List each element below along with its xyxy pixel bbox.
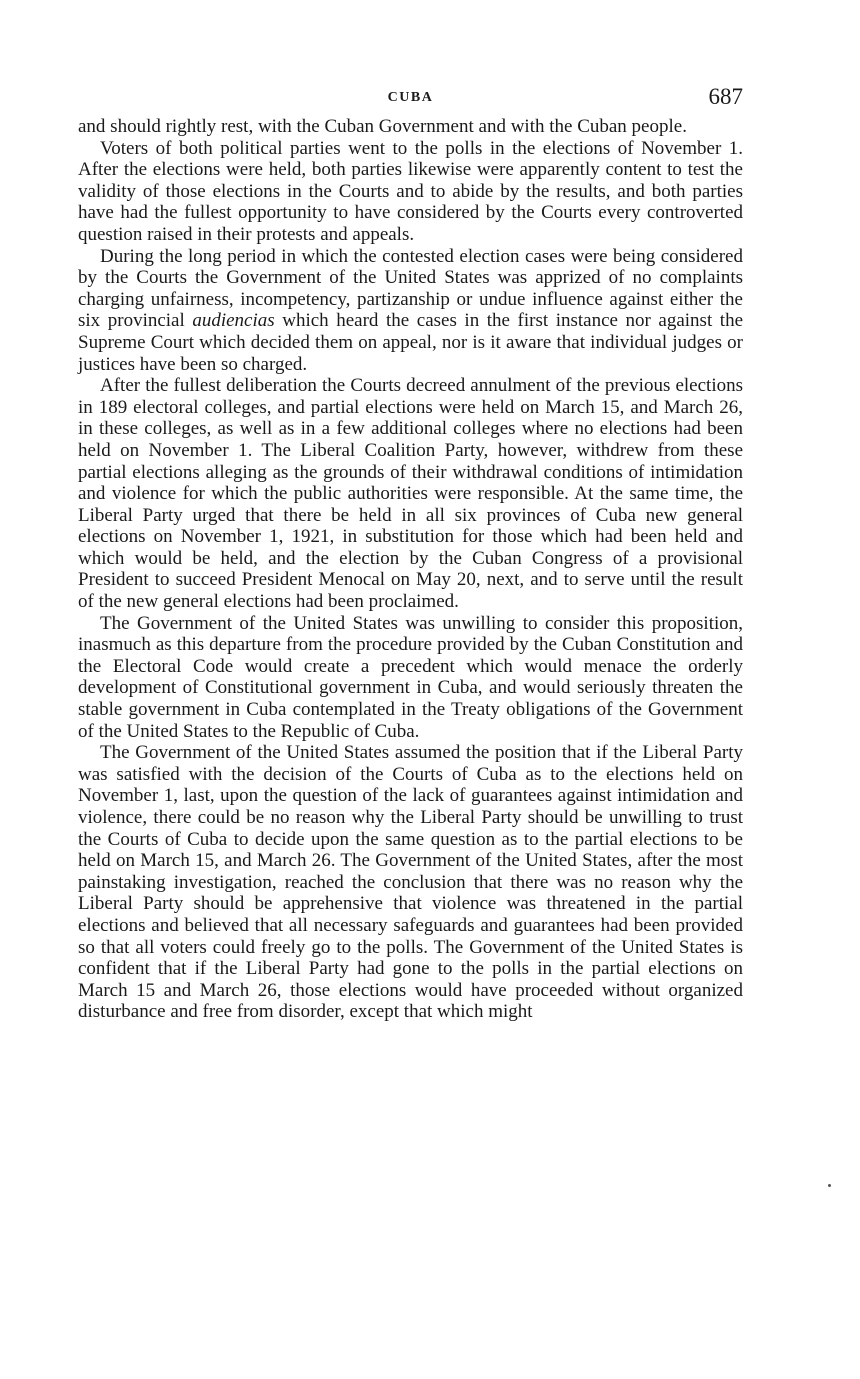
paragraph-3-text-end: which heard the cases in the first instance nor against the Supreme Court which decided them on appeal, nor is it aware that individual judges or justices have been so charged. xyxy=(78,310,744,375)
paragraph-5: The Government of the United States was unwilling to consider this proposition, inasmuch as this departure from the procedure provided by the Cuban Constitution and the Electoral Code would create a precedent which would menace the orderly development of Constitutional government in Cuba, and would seriously threaten the stable government in Cuba contemplated in the Treaty obligations of the Government of the United States to the Republic of Cuba. xyxy=(78,612,743,742)
paragraph-1: and should rightly rest, with the Cuban Government and with the Cuban people. xyxy=(78,116,687,137)
body-text xyxy=(78,116,743,1023)
paragraph-2: Voters of both political parties went to the polls in the elections of November 1. After the elections were held, both parties likewise were apparently content to test the validity of those elections in the Courts and to abide by the results, and both parties have had the fullest opportunity to have considered by the Courts every controverted question raised in their protests and appeals. xyxy=(78,137,743,245)
paragraph-3-text-start: During the long period in which the contested election cases were being considered by the Courts the Government of the United States was apprized of no complaints charging unfairness, incompetency, partizanship or undue influence against either the six provincial xyxy=(78,245,743,332)
italic-term: audiencias xyxy=(192,310,275,332)
scan-speck xyxy=(828,1184,831,1187)
page-number: 687 xyxy=(708,84,743,109)
running-header xyxy=(78,84,743,114)
paragraph-4: After the fullest deliberation the Courts decreed annulment of the previous elections in 189 electoral colleges, and partial elections were held on March 15, and March 26, in these colleges, as well as in a few additional colleges where no elections had been held on November 1. The Liberal Coalition Party, however, withdrew from these partial elections alleging as the grounds of their withdrawal conditions of intimidation and violence for which the public authorities were responsible. At the same time, the Liberal Party urged that there be held in all six provinces of Cuba new general elections on November 1, 1921, in substitution for those which had been held and which would be held, and the election by the Cuban Congress of a provisional President to succeed President Menocal on May 20, next, and to serve until the result of the new general elections had been proclaimed. xyxy=(78,375,743,613)
document-page xyxy=(78,84,743,1023)
running-title: CUBA xyxy=(387,90,434,105)
paragraph-6: The Government of the United States assumed the position that if the Liberal Party was satisfied with the decision of the Courts of Cuba as to the elections held on November 1, last, upon the question of the lack of guarantees against intimidation and violence, there could be no reason why the Liberal Party should be unwilling to trust the Courts of Cuba to decide upon the same question as to the partial elections to be held on March 15, and March 26. The Government of the United States, after the most painstaking investigation, reached the conclusion that there was no reason why the Liberal Party should be apprehensive that violence was threatened in the partial elections and believed that all necessary safeguards and guarantees had been provided so that all voters could freely go to the polls. The Government of the United States is confident that if the Liberal Party had gone to the polls in the partial elections on March 15 and March 26, those elections would have proceeded without organized disturbance and free from disorder, except that which might xyxy=(78,742,743,1023)
paragraph-3 xyxy=(78,246,743,376)
